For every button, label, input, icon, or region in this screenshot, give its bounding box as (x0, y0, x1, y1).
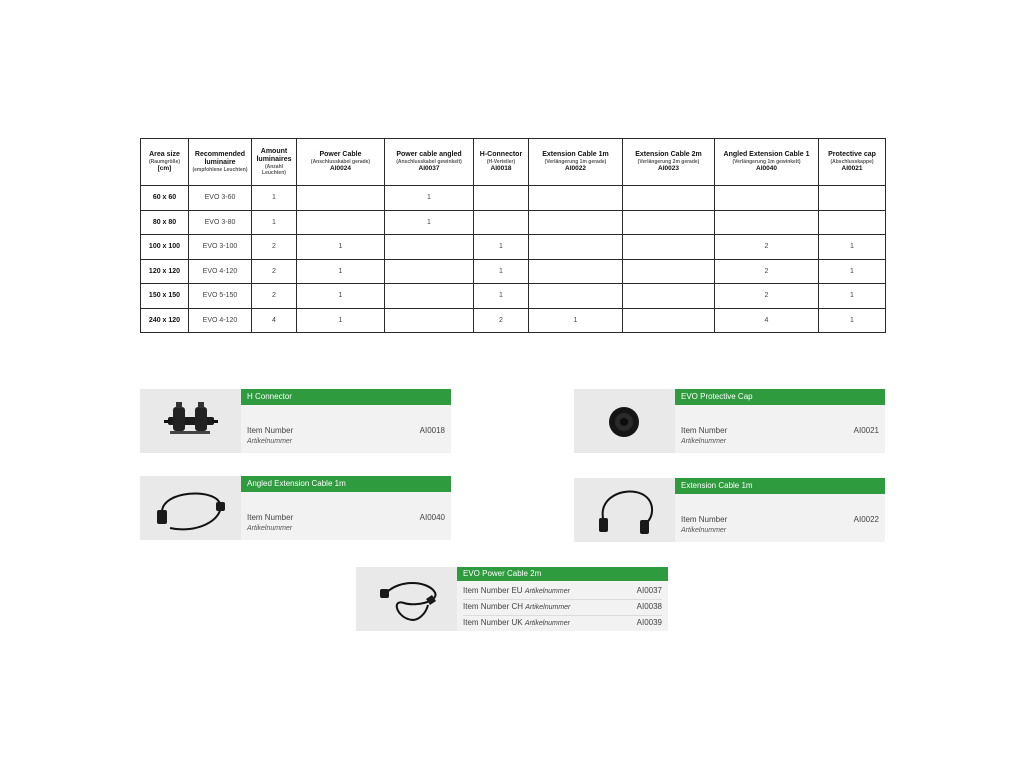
table-cell: EVO 3-100 (189, 235, 252, 260)
header-power-cable: Power Cable (Anschlusskabel gerade) AI0024 (297, 139, 385, 186)
power-cable-row-ch (463, 599, 662, 616)
power-cable-row-eu (463, 583, 662, 600)
power-cable-eu-sub: Artikelnummer (524, 588, 570, 595)
power-cable-title: EVO Power Cable 2m (457, 567, 668, 581)
table-cell (529, 235, 623, 260)
table-cell (529, 186, 623, 211)
extension-cable-info (675, 478, 885, 542)
table-cell: 1 (474, 259, 529, 284)
power-cable-uk-sub: Artikelnummer (524, 620, 570, 627)
table-cell: EVO 5-150 (189, 284, 252, 309)
table-cell: EVO 4-120 (189, 259, 252, 284)
power-cable-ch-label: Item Number CH (463, 602, 524, 611)
protective-cap-info (675, 389, 885, 453)
table-cell: 1 (819, 284, 886, 309)
table-cell (623, 259, 715, 284)
area-size-cell: 240 x 120 (141, 308, 189, 333)
angled-extension-cable-item-label: Item Number (247, 513, 294, 522)
table-cell (385, 308, 474, 333)
angled-extension-cable-info (241, 476, 451, 540)
table-cell: 1 (529, 308, 623, 333)
table-cell: 2 (715, 235, 819, 260)
table-body (141, 186, 886, 333)
table-cell (297, 186, 385, 211)
table-cell: 1 (252, 210, 297, 235)
h-connector-item-label: Item Number (247, 426, 294, 435)
table-cell (623, 186, 715, 211)
area-size-cell: 60 x 60 (141, 186, 189, 211)
table-cell: 1 (297, 284, 385, 309)
power-cable-row-uk (463, 615, 662, 631)
table-cell (474, 210, 529, 235)
accessory-table (140, 138, 886, 333)
table-cell (623, 284, 715, 309)
table-cell: 2 (715, 284, 819, 309)
header-recommended-luminaire: Recommended luminaire (empfohlene Leuchten) (189, 139, 252, 186)
area-size-cell: 150 x 150 (141, 284, 189, 309)
table-cell: 1 (252, 186, 297, 211)
table-cell (715, 186, 819, 211)
table-cell: 4 (252, 308, 297, 333)
power-cable-ch-sub: Artikelnummer (525, 604, 571, 611)
table-cell (385, 284, 474, 309)
table-cell: 1 (819, 235, 886, 260)
table-cell (529, 284, 623, 309)
table-cell: 2 (252, 259, 297, 284)
area-size-cell: 80 x 80 (141, 210, 189, 235)
angled-extension-cable-image (140, 476, 241, 540)
protective-cap-title: EVO Protective Cap (675, 389, 885, 405)
h-connector-title: H Connector (241, 389, 451, 405)
table-header-row (141, 139, 886, 186)
h-connector-item-code: AI0018 (419, 426, 445, 435)
table-cell: 1 (385, 210, 474, 235)
protective-cap-item-sub: Artikelnummer (681, 438, 727, 445)
protective-cap-image (574, 389, 675, 453)
h-connector-item-sub: Artikelnummer (247, 438, 293, 445)
table-row (141, 235, 886, 260)
extension-cable-card (574, 478, 885, 542)
angled-extension-cable-item-code: AI0040 (419, 513, 445, 522)
table-cell: 1 (297, 235, 385, 260)
area-size-cell: 120 x 120 (141, 259, 189, 284)
extension-cable-image (574, 478, 675, 542)
h-connector-card (140, 389, 451, 453)
table-cell (715, 210, 819, 235)
table-cell: EVO 3-80 (189, 210, 252, 235)
table-row (141, 186, 886, 211)
table-row (141, 210, 886, 235)
table-cell: EVO 4-120 (189, 308, 252, 333)
table-cell (819, 186, 886, 211)
table-cell: 1 (474, 235, 529, 260)
header-extension-cable-1m: Extension Cable 1m (Verlängerung 1m gerade) AI0022 (529, 139, 623, 186)
power-cable-image (356, 567, 457, 631)
power-cable-uk-code: AI0039 (636, 618, 662, 627)
table-row (141, 284, 886, 309)
power-cable-uk-label: Item Number UK (463, 618, 523, 627)
protective-cap-item-label: Item Number (681, 426, 728, 435)
header-h-connector: H-Connector (H-Verteiler) AI0018 (474, 139, 529, 186)
protective-cap-card (574, 389, 885, 453)
header-extension-cable-2m: Extension Cable 2m (Verlängerung 2m gerade) AI0023 (623, 139, 715, 186)
extension-cable-item-label: Item Number (681, 515, 728, 524)
table-cell: 2 (252, 284, 297, 309)
header-area-size: Area size (Raumgröße) [cm] (141, 139, 189, 186)
h-connector-info (241, 389, 451, 453)
table-cell (385, 259, 474, 284)
angled-extension-cable-title: Angled Extension Cable 1m (241, 476, 451, 492)
table-row (141, 308, 886, 333)
angled-extension-cable-card (140, 476, 451, 540)
header-power-cable-angled: Power cable angled (Anschlusskabel gewinkelt) AI0037 (385, 139, 474, 186)
table-cell: 2 (252, 235, 297, 260)
table-cell: 2 (474, 308, 529, 333)
table-cell (385, 235, 474, 260)
table-cell (623, 308, 715, 333)
table-cell: 1 (297, 259, 385, 284)
protective-cap-item-code: AI0021 (853, 426, 879, 435)
table-cell: 1 (819, 308, 886, 333)
power-cable-eu-code: AI0037 (636, 586, 662, 595)
power-cable-card (356, 567, 668, 631)
h-connector-image (140, 389, 241, 453)
table-cell: 1 (297, 308, 385, 333)
power-cable-ch-code: AI0038 (636, 602, 662, 611)
table-cell (529, 210, 623, 235)
table-cell (297, 210, 385, 235)
table-row (141, 259, 886, 284)
table-cell (623, 210, 715, 235)
extension-cable-title: Extension Cable 1m (675, 478, 885, 494)
table-cell: 1 (474, 284, 529, 309)
extension-cable-item-code: AI0022 (853, 515, 879, 524)
table-cell: 2 (715, 259, 819, 284)
table-cell: 4 (715, 308, 819, 333)
table-cell: 1 (819, 259, 886, 284)
extension-cable-item-sub: Artikelnummer (681, 527, 727, 534)
header-protective-cap: Protective cap (Abschlusskappe) AI0021 (819, 139, 886, 186)
table-cell (529, 259, 623, 284)
area-size-cell: 100 x 100 (141, 235, 189, 260)
power-cable-info (457, 567, 668, 631)
power-cable-eu-label: Item Number EU (463, 586, 523, 595)
angled-extension-cable-item-sub: Artikelnummer (247, 525, 293, 532)
table-cell (474, 186, 529, 211)
table-cell: 1 (385, 186, 474, 211)
table-cell (819, 210, 886, 235)
table-cell: EVO 3-60 (189, 186, 252, 211)
header-amount-luminaires: Amount luminaires (Anzahl Leuchten) (252, 139, 297, 186)
table-cell (623, 235, 715, 260)
header-angled-extension-cable: Angled Extension Cable 1 (Verlängerung 1m gewinkelt) AI0040 (715, 139, 819, 186)
